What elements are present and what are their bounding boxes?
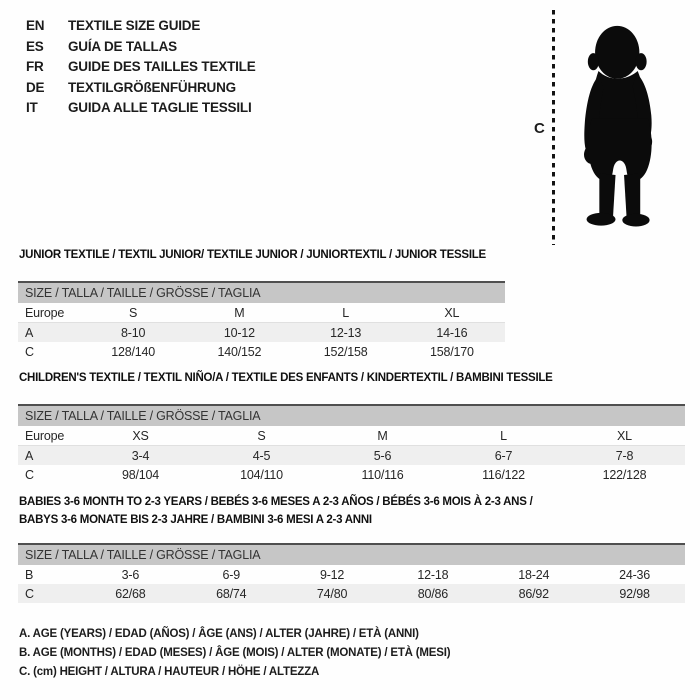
table-row-a [18,323,505,343]
measure-note-line: B. AGE (MONTHS) / EDAD (MESES) / ÂGE (MOIS) / ALTER (MONATE) / ETÀ (MESI) [19,647,451,659]
size-cell: 128/140 [111,344,156,359]
size-cell: 3-6 [121,567,140,582]
table-row-europe [18,426,685,446]
table-row-a [18,446,685,466]
size-header-bar: SIZE / TALLA / TAILLE / GRÖSSE / TAGLIA [18,282,505,303]
toddler-silhouette-shape [584,26,652,227]
size-cell: 12-13 [293,323,399,343]
row-label: Europe [18,303,80,323]
language-code: IT [26,100,38,115]
size-cell: S [80,303,186,323]
row-label: A [18,323,80,343]
size-cell: 6-7 [443,446,564,466]
size-cell: 122/128 [602,467,647,482]
language-code: ES [26,38,44,54]
size-cell: 3-4 [80,446,201,466]
size-cell: XL [564,426,685,446]
language-row-de [26,78,256,99]
toddler-silhouette-image [561,6,676,246]
size-cell: 104/110 [240,467,283,482]
size-cell: S [201,426,322,446]
size-cell: M [322,426,443,446]
size-cell: 62/68 [80,584,181,603]
babies-section-title [19,493,533,529]
babies-section-title-line2: BABYS 3-6 MONATE BIS 2-3 JAHRE / BAMBINI 3-6 MESI A 2-3 ANNI [19,514,372,526]
size-header-bar: SIZE / TALLA / TAILLE / GRÖSSE / TAGLIA [18,544,685,565]
size-cell: 18-24 [518,567,550,582]
measure-notes [19,625,450,682]
babies-section-title-line1: BABIES 3-6 MONTH TO 2-3 YEARS / BEBÉS 3-6 MESES A 2-3 AÑOS / BÉBÉS 3-6 MOIS À 2-3 ANS / [19,496,533,508]
table-row-c [18,342,505,361]
language-row-es [26,37,256,58]
language-guide-title: GUIDA ALLE TAGLIE TESSILI [68,100,252,115]
size-cell: 10-12 [186,323,292,343]
table-row-b [18,565,685,584]
size-cell: L [443,426,564,446]
size-cell: 152/158 [323,344,368,359]
size-cell: XL [399,303,505,323]
size-cell: 116/122 [482,467,525,482]
size-cell: 110/116 [361,467,404,482]
height-measure-dashed-line [552,10,555,245]
language-guide-title: GUÍA DE TALLAS [68,38,177,54]
size-cell: 4-5 [201,446,322,466]
language-guide-title: TEXTILE SIZE GUIDE [68,18,201,33]
size-cell: 140/152 [217,344,262,359]
measure-note-line: C. (cm) HEIGHT / ALTURA / HAUTEUR / HÖHE / ALTEZZA [19,666,320,678]
row-label: A [18,446,80,466]
language-row-it [26,98,256,119]
row-label: C [25,467,34,482]
size-cell: 68/74 [181,584,282,603]
table-row-c [18,584,685,603]
language-title-list [26,16,256,119]
size-cell: 9-12 [319,567,345,582]
measure-note-line: A. AGE (YEARS) / EDAD (AÑOS) / ÂGE (ANS) / ALTER (JAHRE) / ETÀ (ANNI) [19,628,419,640]
height-measure-label: C [534,120,545,137]
row-label: C [18,584,80,603]
size-cell: 92/98 [584,584,685,603]
size-cell: XS [80,426,201,446]
language-code: FR [26,59,44,74]
row-label: Europe [18,426,80,446]
table-row-c [18,465,685,484]
language-row-fr [26,57,256,78]
language-row-en [26,16,256,37]
size-cell: 74/80 [282,584,383,603]
size-cell: 8-10 [80,323,186,343]
table-row-europe [18,303,505,323]
size-cell: 86/92 [483,584,584,603]
language-guide-title: TEXTILGRÖßENFÜHRUNG [68,79,236,95]
junior-section-title: JUNIOR TEXTILE / TEXTIL JUNIOR/ TEXTILE JUNIOR / JUNIORTEXTIL / JUNIOR TESSILE [19,249,486,261]
size-cell: 14-16 [399,323,505,343]
junior-size-table [18,281,505,361]
size-cell: 80/86 [382,584,483,603]
language-code: EN [26,18,45,33]
size-cell: 98/104 [121,467,160,482]
size-cell: 12-18 [417,567,449,582]
size-cell: 5-6 [322,446,443,466]
size-cell: 7-8 [564,446,685,466]
size-header-bar: SIZE / TALLA / TAILLE / GRÖSSE / TAGLIA [18,405,685,426]
row-label: B [25,567,34,582]
size-cell: 6-9 [222,567,240,582]
size-cell: 158/170 [429,344,474,359]
children-size-table [18,404,685,484]
size-cell: M [186,303,292,323]
babies-size-table [18,543,685,603]
children-section-title: CHILDREN'S TEXTILE / TEXTIL NIÑO/A / TEXTILE DES ENFANTS / KINDERTEXTIL / BAMBINI TESSILE [19,372,553,384]
size-cell: L [293,303,399,323]
language-code: DE [26,79,45,95]
row-label: C [25,344,34,359]
size-cell: 24-36 [619,567,651,582]
language-guide-title: GUIDE DES TAILLES TEXTILE [68,59,256,74]
